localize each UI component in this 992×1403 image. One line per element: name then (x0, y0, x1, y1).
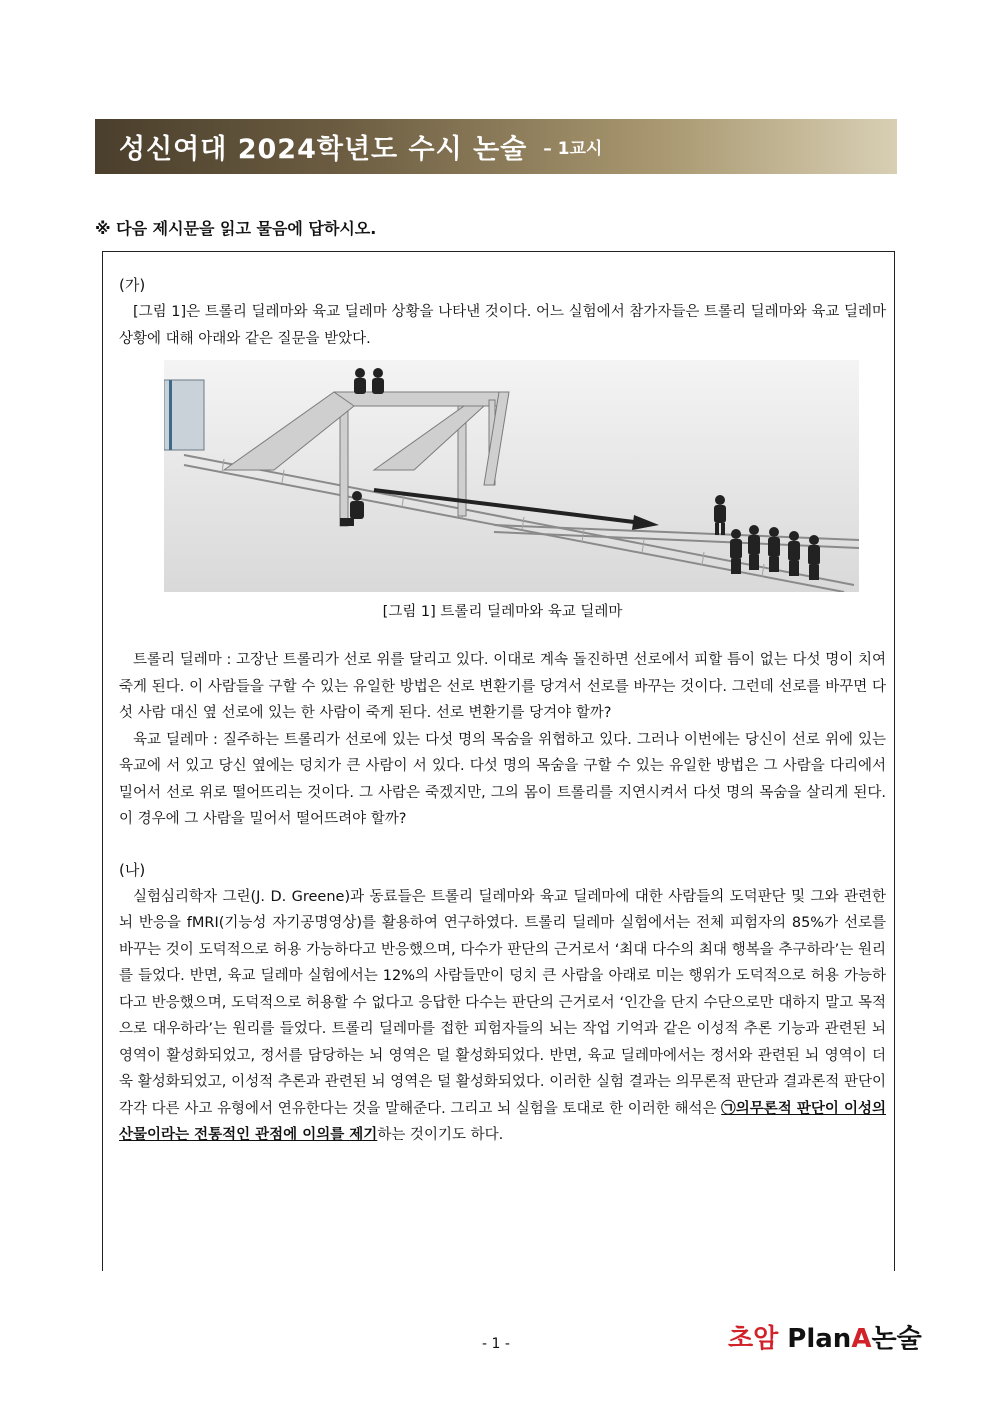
section-na-ending: 하는 것이기도 하다. (377, 1127, 504, 1143)
footbridge-dilemma-text: 육교 딜레마 : 질주하는 트롤리가 선로에 있는 다섯 명의 목숨을 위협하고 있다. 그러나 이번에는 당신이 선로 위에 있는 육교에 서 있고 당신 옆에는 덩치가 큰 사람이 서 있다. 다섯 명의 목숨을 구할 수 있는 유일한 방법은 그 사람을 다리에서 밀어서 선로 위로 떨어뜨리는 것이다. 그 사람은 죽겠지만, 그의 몸이 트롤리를 지연시켜서 다섯 명의 목숨을 살리게 된다. 이 경우에 그 사람을 밀어서 떨어뜨려야 할까? (119, 731, 886, 827)
figure-caption: [그림 1] 트롤리 딜레마와 육교 딜레마 (382, 604, 623, 620)
exam-title: 성신여대 2024학년도 수시 논술 (119, 134, 528, 165)
page-number: - 1 - (482, 1336, 510, 1352)
passage-box (102, 251, 895, 1271)
trolley-footbridge-figure (164, 360, 859, 592)
section-na-main-text: 실험심리학자 그린(J. D. Greene)과 동료들은 트롤리 딜레마와 육교 딜레마에 대한 사람들의 도덕판단 및 그와 관련한 뇌 반응을 fMRI(기능성 자기공명영상)를 활용하여 연구하였다. 트롤리 딜레마 실험에서는 전체 피험자의 85%가 선로를 바꾸는 것이 도덕적으로 허용 가능하다고 반응했으며, 다수가 판단의 근거로서 ‘최대 다수의 최대 행복을 추구하라’는 원리를 들었다. 반면, 육교 딜레마 실험에서는 12%의 사람들만이 덩치 큰 사람을 아래로 미는 행위가 도덕적으로 허용 가능하다고 반응했으며, 도덕적으로 허용할 수 없다고 응답한 다수는 판단의 근거로서 ‘인간을 단지 수단으로만 대하지 말고 목적으로 대우하라’는 원리를 들었다. 트롤리 딜레마를 접한 피험자들의 뇌는 작업 기억과 같은 이성적 추론 기능과 관련된 뇌 영역이 활성화되었고, 정서를 담당하는 뇌 영역은 덜 활성화되었다. 반면, 육교 딜레마에서는 정서와 관련된 뇌 영역이 더욱 활성화되었고, 이성적 추론과 관련된 뇌 영역은 덜 활성화되었다. 이러한 실험 결과는 의무론적 판단과 결과론적 판단이 각각 다른 사고 유형에서 연유한다는 것을 말해준다. 그리고 뇌 실험을 토대로 한 이러한 해석은 (119, 888, 886, 1117)
underlined-claim: ㉠의무론적 판단이 이성의 산물이라는 전통적인 관점에 이의를 제기 (119, 1100, 886, 1143)
section-label-ga: (가) (119, 276, 146, 294)
figure-illustration (164, 360, 859, 592)
exam-session: – 1교시 (543, 139, 603, 159)
title-banner (95, 119, 897, 174)
instruction: ※ 다음 제시문을 읽고 물음에 답하시오. (95, 219, 377, 238)
section-label-na: (나) (119, 860, 146, 879)
section-ga-intro: [그림 1]은 트롤리 딜레마와 육교 딜레마 상황을 나타낸 것이다. 어느 실험에서 참가자들은 트롤리 딜레마와 육교 딜레마 상황에 대해 아래와 같은 질문을 받았다. (119, 304, 886, 347)
brand-logo: 초암 PlanA논술 (728, 1324, 922, 1354)
trolley-dilemma-text: 트롤리 딜레마 : 고장난 트롤리가 선로 위를 달리고 있다. 이대로 계속 돌진하면 선로에서 피할 틈이 없는 다섯 명이 치여 죽게 된다. 이 사람들을 구할 수 있는 유일한 방법은 선로 변환기를 당겨서 선로를 바꾸는 것이다. 그런데 선로를 바꾸면 다섯 사람 대신 옆 선로에 있는 한 사람이 죽게 된다. 선로 변환기를 당겨야 할까? (119, 652, 886, 721)
section-na-body (119, 884, 886, 1149)
